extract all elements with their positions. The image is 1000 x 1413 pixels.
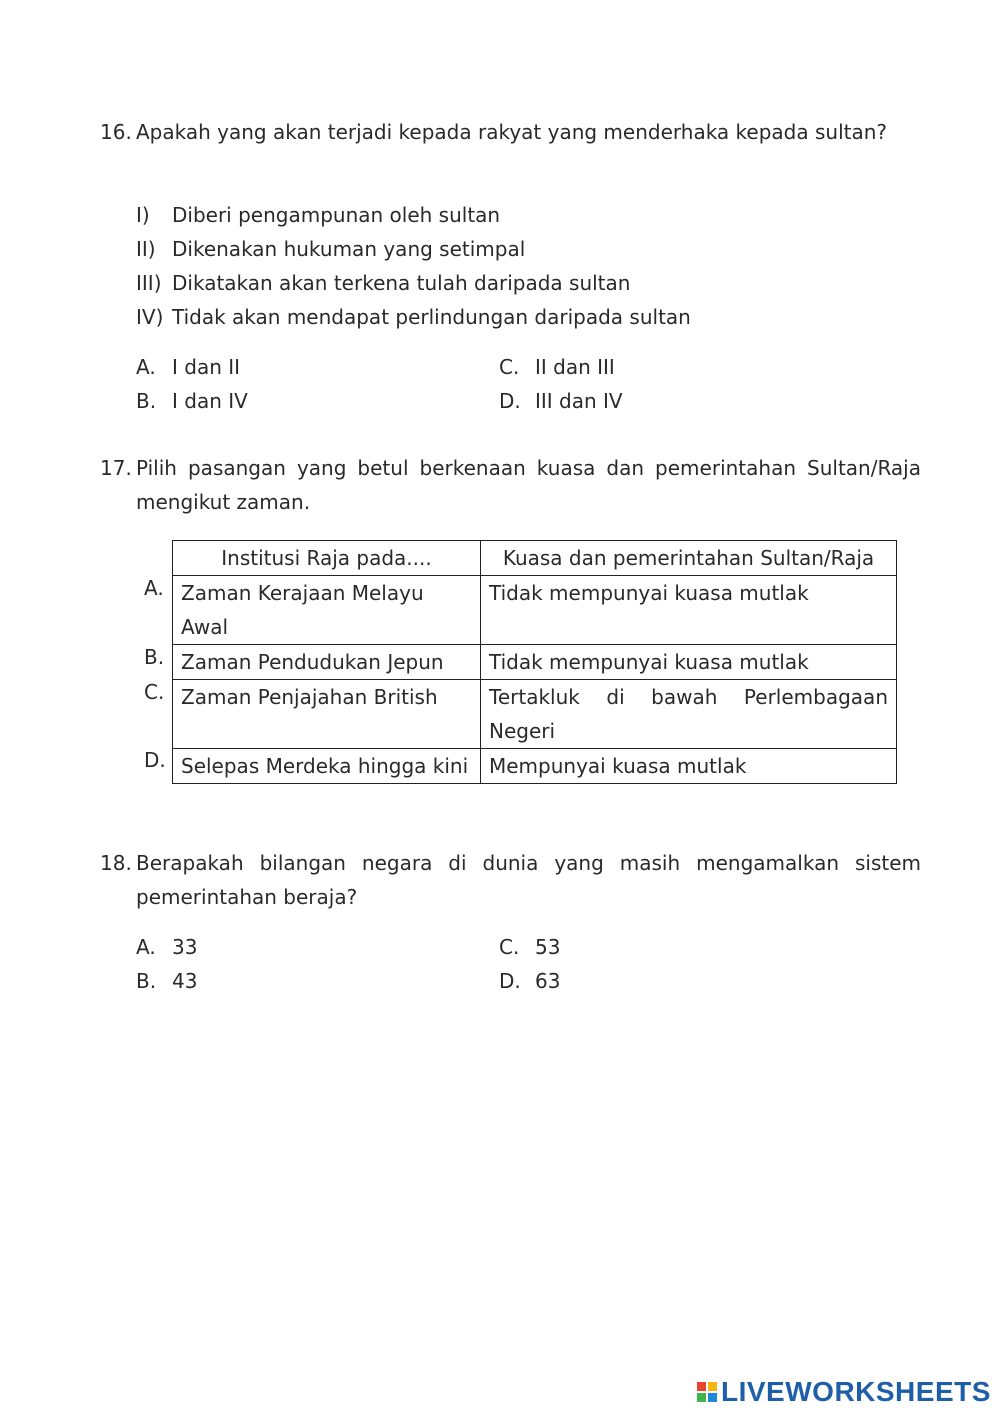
question-number: 18. [100, 851, 132, 875]
statement-text: Tidak akan mendapat perlindungan daripada sultan [172, 305, 691, 329]
option-letter: A. [136, 355, 156, 379]
power-cell: Tidak mempunyai kuasa mutlak [481, 645, 897, 680]
option-text: I dan IV [172, 389, 248, 413]
option-text: 53 [535, 935, 561, 959]
era-cell: Zaman Kerajaan Melayu Awal [173, 576, 481, 645]
statement [136, 266, 691, 300]
table-header-row [173, 541, 897, 576]
option-letter: C. [499, 935, 520, 959]
option-d[interactable] [499, 384, 623, 418]
logo-squares-icon [697, 1382, 717, 1402]
question-18 [100, 846, 921, 914]
option-letter: B. [136, 389, 157, 413]
option-text: 33 [172, 935, 198, 959]
statement-roman: II) [136, 237, 156, 261]
option-text: I dan II [172, 355, 241, 379]
era-cell: Zaman Penjajahan British [173, 680, 481, 749]
statement [136, 232, 691, 266]
power-cell: Tertakluk di bawah Perlembagaan Negeri [481, 680, 897, 749]
pairing-table [172, 540, 897, 784]
question-17 [100, 451, 921, 519]
option-letter: D. [499, 389, 521, 413]
logo-text: LIVEWORKSHEETS [721, 1376, 991, 1407]
question-text: Pilih pasangan yang betul berkenaan kuasa dan pemerintahan Sultan/Raja mengikut zaman. [136, 456, 921, 514]
question-16 [100, 115, 921, 149]
option-b[interactable]: B. [144, 645, 165, 669]
option-text: 43 [172, 969, 198, 993]
option-c[interactable] [499, 350, 615, 384]
statement-roman: IV) [136, 305, 164, 329]
statement-roman: I) [136, 203, 150, 227]
option-letter: D. [499, 969, 521, 993]
statement-roman: III) [136, 271, 162, 295]
question-text: Berapakah bilangan negara di dunia yang masih mengamalkan sistem pemerintahan beraja? [136, 851, 921, 909]
statement [136, 300, 691, 334]
statement [136, 198, 691, 232]
option-a[interactable] [136, 930, 197, 964]
table-row [173, 576, 897, 645]
option-d[interactable]: D. [144, 748, 166, 772]
logo-square [708, 1382, 717, 1391]
era-cell: Selepas Merdeka hingga kini [173, 749, 481, 784]
option-letter: A. [136, 935, 156, 959]
power-cell: Tidak mempunyai kuasa mutlak [481, 576, 897, 645]
statement-text: Diberi pengampunan oleh sultan [172, 203, 501, 227]
power-cell: Mempunyai kuasa mutlak [481, 749, 897, 784]
column-header-power: Kuasa dan pemerintahan Sultan/Raja [481, 541, 897, 576]
table-row [173, 749, 897, 784]
question-number: 16. [100, 120, 132, 144]
statement-list [136, 198, 691, 334]
option-text: III dan IV [535, 389, 623, 413]
option-a[interactable]: A. [144, 576, 164, 600]
option-b[interactable] [136, 384, 248, 418]
statement-text: Dikatakan akan terkena tulah daripada sultan [172, 271, 631, 295]
option-b[interactable] [136, 964, 197, 998]
question-text: Apakah yang akan terjadi kepada rakyat yang menderhaka kepada sultan? [136, 120, 888, 144]
option-letter: B. [136, 969, 157, 993]
option-d[interactable] [499, 964, 560, 998]
era-cell: Zaman Pendudukan Jepun [173, 645, 481, 680]
statement-text: Dikenakan hukuman yang setimpal [172, 237, 526, 261]
option-c[interactable] [499, 930, 560, 964]
column-header-institution: Institusi Raja pada.... [173, 541, 481, 576]
logo-square [708, 1393, 717, 1402]
question-number: 17. [100, 456, 132, 480]
table-row [173, 680, 897, 749]
option-a[interactable] [136, 350, 240, 384]
table-row [173, 645, 897, 680]
option-text: 63 [535, 969, 561, 993]
logo-square [697, 1382, 706, 1391]
option-text: II dan III [535, 355, 615, 379]
liveworksheets-logo [697, 1376, 991, 1408]
option-letter: C. [499, 355, 520, 379]
option-c[interactable]: C. [144, 680, 165, 704]
logo-square [697, 1393, 706, 1402]
